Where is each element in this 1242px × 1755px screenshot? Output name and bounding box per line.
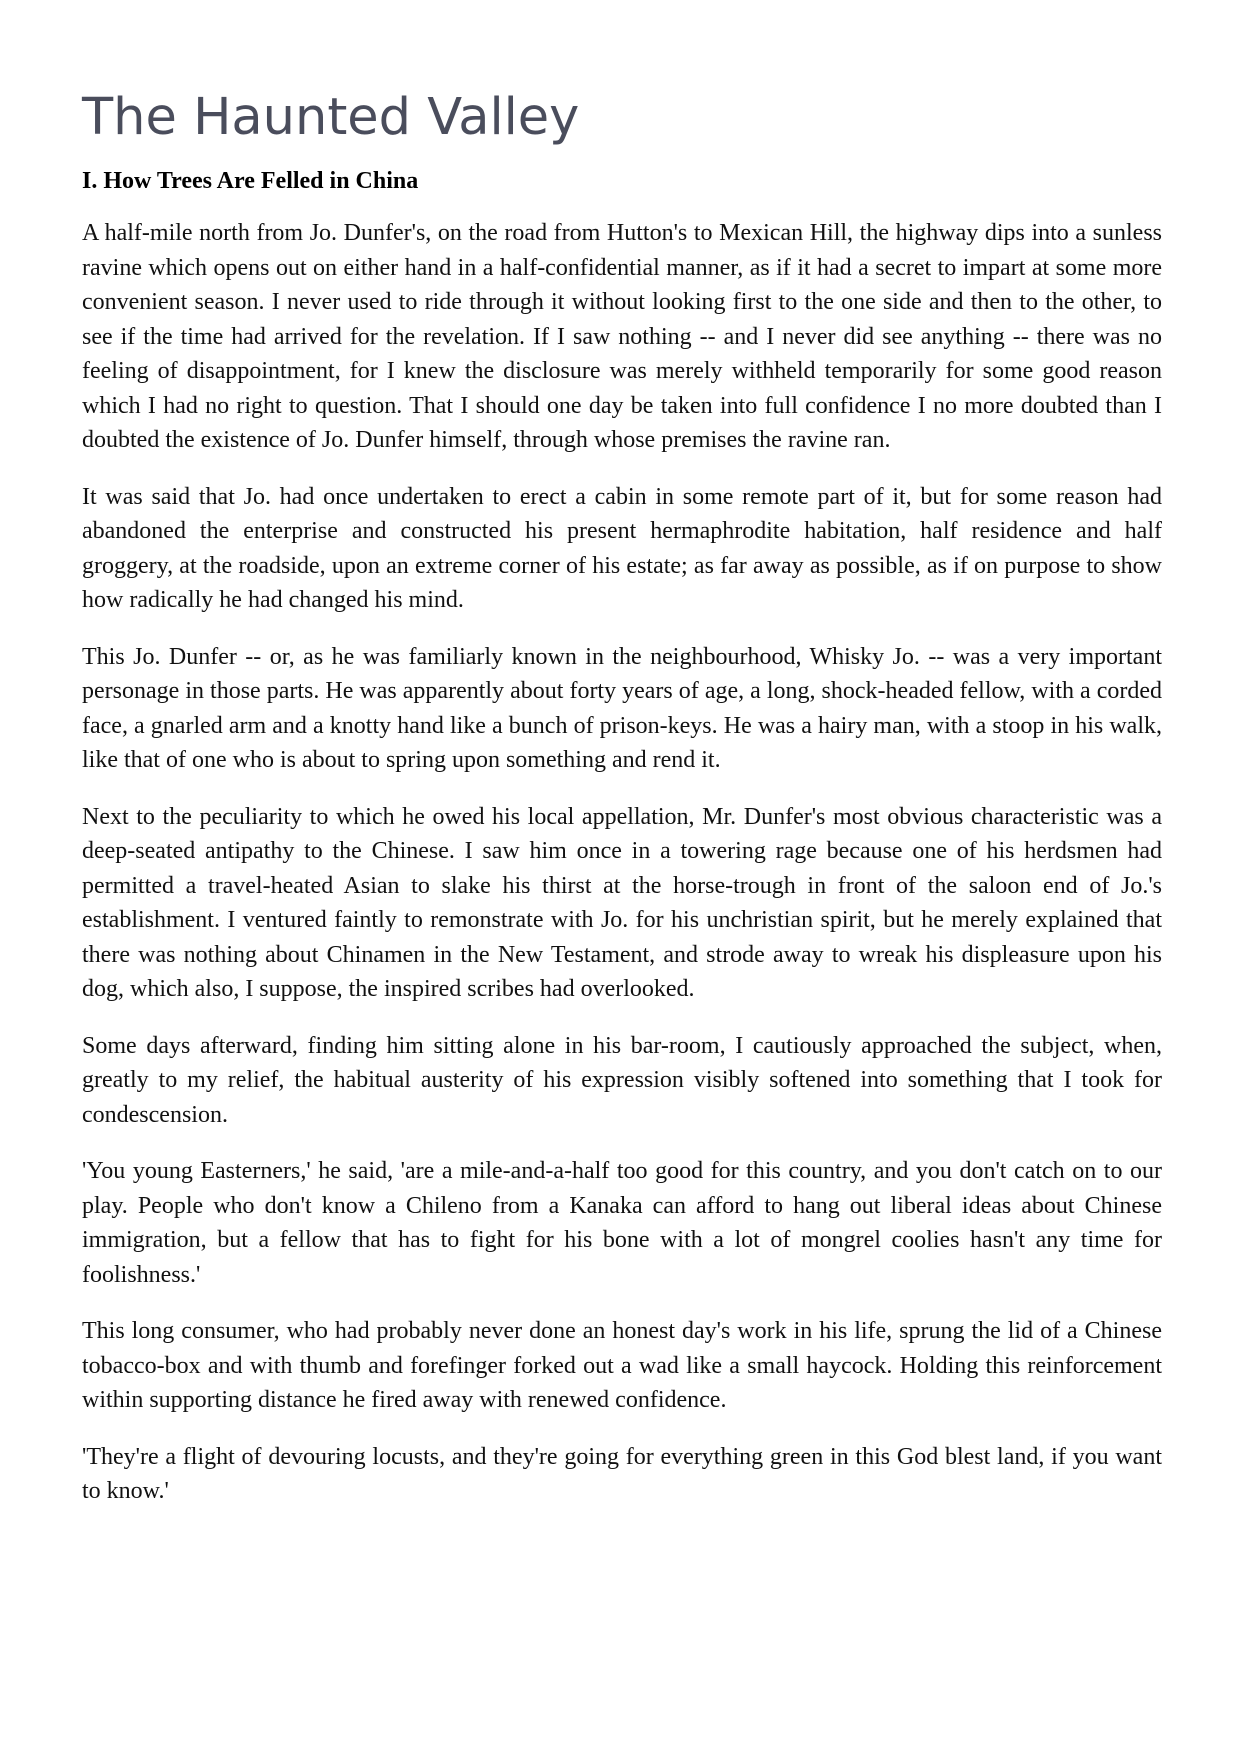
paragraph: This Jo. Dunfer -- or, as he was familiarly known in the neighbourhood, Whisky Jo. -- was a very important personage in those parts. He was apparently about forty years of age, a long, shock-headed fellow, with a corded face, a gnarled arm and a knotty hand like a bunch of prison-keys. He was a hairy man, with a stoop in his walk, like that of one who is about to spring upon something and rend it. <box>82 643 1162 773</box>
document-page <box>82 88 1162 1531</box>
paragraph: Some days afterward, finding him sitting alone in his bar-room, I cautiously approached the subject, when, greatly to my relief, the habitual austerity of his expression visibly softened into something that I took for condescension. <box>82 1032 1162 1128</box>
paragraph: 'They're a flight of devouring locusts, and they're going for everything green in this God blest land, if you want to know.' <box>82 1443 1162 1504</box>
paragraph: This long consumer, who had probably never done an honest day's work in his life, sprung the lid of a Chinese tobacco-box and with thumb and forefinger forked out a wad like a small haycock. Holding this reinforcement within supporting distance he fired away with renewed confidence. <box>82 1318 1162 1413</box>
paragraph: Next to the peculiarity to which he owed his local appellation, Mr. Dunfer's most obvious characteristic was a deep-seated antipathy to the Chinese. I saw him once in a towering rage because one of his herdsmen had permitted a travel-heated Asian to slake his thirst at the horse-trough in front of the saloon end of Jo.'s establishment. I ventured faintly to remonstrate with Jo. for his unchristian spirit, but he merely explained that there was nothing about Chinamen in the New Testament, and strode away to wreak his displeasure upon his dog, which also, I suppose, the inspired scribes had overlooked. <box>82 803 1162 1002</box>
paragraph: A half-mile north from Jo. Dunfer's, on the road from Hutton's to Mexican Hill, the highway dips into a sunless ravine which opens out on either hand in a half-confidential manner, as if it had a secret to impart at some more convenient season. I never used to ride through it without looking first to the one side and then to the other, to see if the time had arrived for the revelation. If I saw nothing -- and I never did see anything -- there was no feeling of disappointment, for I knew the disclosure was merely withheld temporarily for some good reason which I had no right to question. That I should one day be taken into full confidence I no more doubted than I doubted the existence of Jo. Dunfer himself, through whose premises the ravine ran. <box>82 220 1162 453</box>
paragraph: 'You young Easterners,' he said, 'are a mile-and-a-half too good for this country, and you don't catch on to our play. People who don't know a Chileno from a Kanaka can afford to hang out liberal ideas about Chinese immigration, but a fellow that has to fight for his bone with a lot of mongrel coolies hasn't any time for foolishness.' <box>82 1158 1162 1288</box>
paragraph: It was said that Jo. had once undertaken to erect a cabin in some remote part of it, but for some reason had abandoned the enterprise and constructed his present hermaphrodite habitation, half residence and half groggery, at the roadside, upon an extreme corner of his estate; as far away as possible, as if on purpose to show how radically he had changed his mind. <box>82 483 1162 613</box>
page-title: The Haunted Valley <box>82 88 580 147</box>
chapter-heading: I. How Trees Are Felled in China <box>82 168 419 194</box>
